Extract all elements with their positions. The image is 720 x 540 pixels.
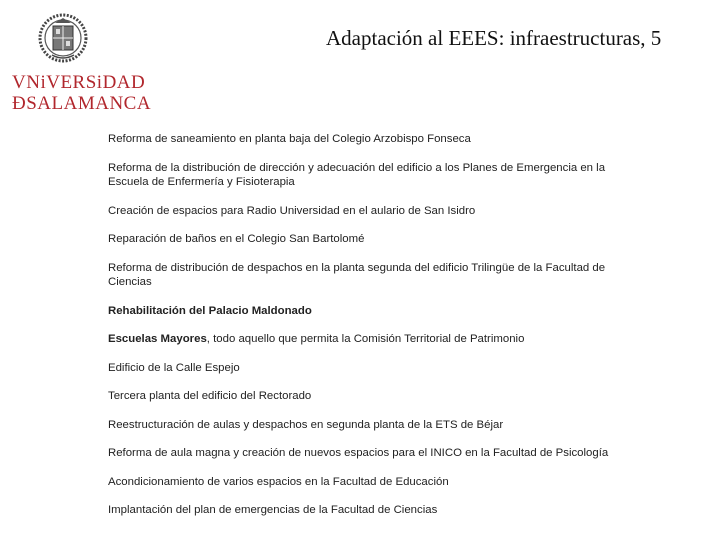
university-logo <box>12 72 151 114</box>
list-item: Reforma de distribución de despachos en la planta segunda del edificio Trilingüe de la Facultad de Ciencias <box>108 261 606 288</box>
list-item: Tercera planta del edificio del Rectorado <box>108 390 312 402</box>
list-item: Implantación del plan de emergencias de la Facultad de Ciencias <box>108 504 438 516</box>
list-item: Edificio de la Calle Espejo <box>108 361 240 374</box>
list-item: Reforma de la distribución de dirección y adecuación del edificio a los Planes de Emergencia en la Escuela de Enfermería y Fisioterapia <box>108 161 606 188</box>
list-item: Rehabilitación del Palacio Maldonado <box>108 304 312 317</box>
list-item: Acondicionamiento de varios espacios en la Facultad de Educación <box>108 475 449 488</box>
logo-line-2: ÐSALAMANCA <box>12 93 152 114</box>
item-list <box>108 132 648 518</box>
list-item: Reestructuración de aulas y despachos en segunda planta de la ETS de Béjar <box>108 418 504 431</box>
list-item: Escuelas Mayores, todo aquello que permita la Comisión Territorial de Patrimonio <box>108 333 525 345</box>
list-item: Creación de espacios para Radio Universidad en el aulario de San Isidro <box>108 204 476 217</box>
page-title: Adaptación al EEES: infraestructuras, 5 <box>326 26 662 50</box>
university-seal-icon <box>38 9 88 67</box>
list-item: Reforma de saneamiento en planta baja del Colegio Arzobispo Fonseca <box>108 133 471 145</box>
list-item: Reforma de aula magna y creación de nuevos espacios para el INICO en la Facultad de Psicología <box>108 447 609 459</box>
list-item: Reparación de baños en el Colegio San Bartolomé <box>108 233 365 245</box>
logo-line-1: VNiVERSiDAD <box>12 72 146 93</box>
